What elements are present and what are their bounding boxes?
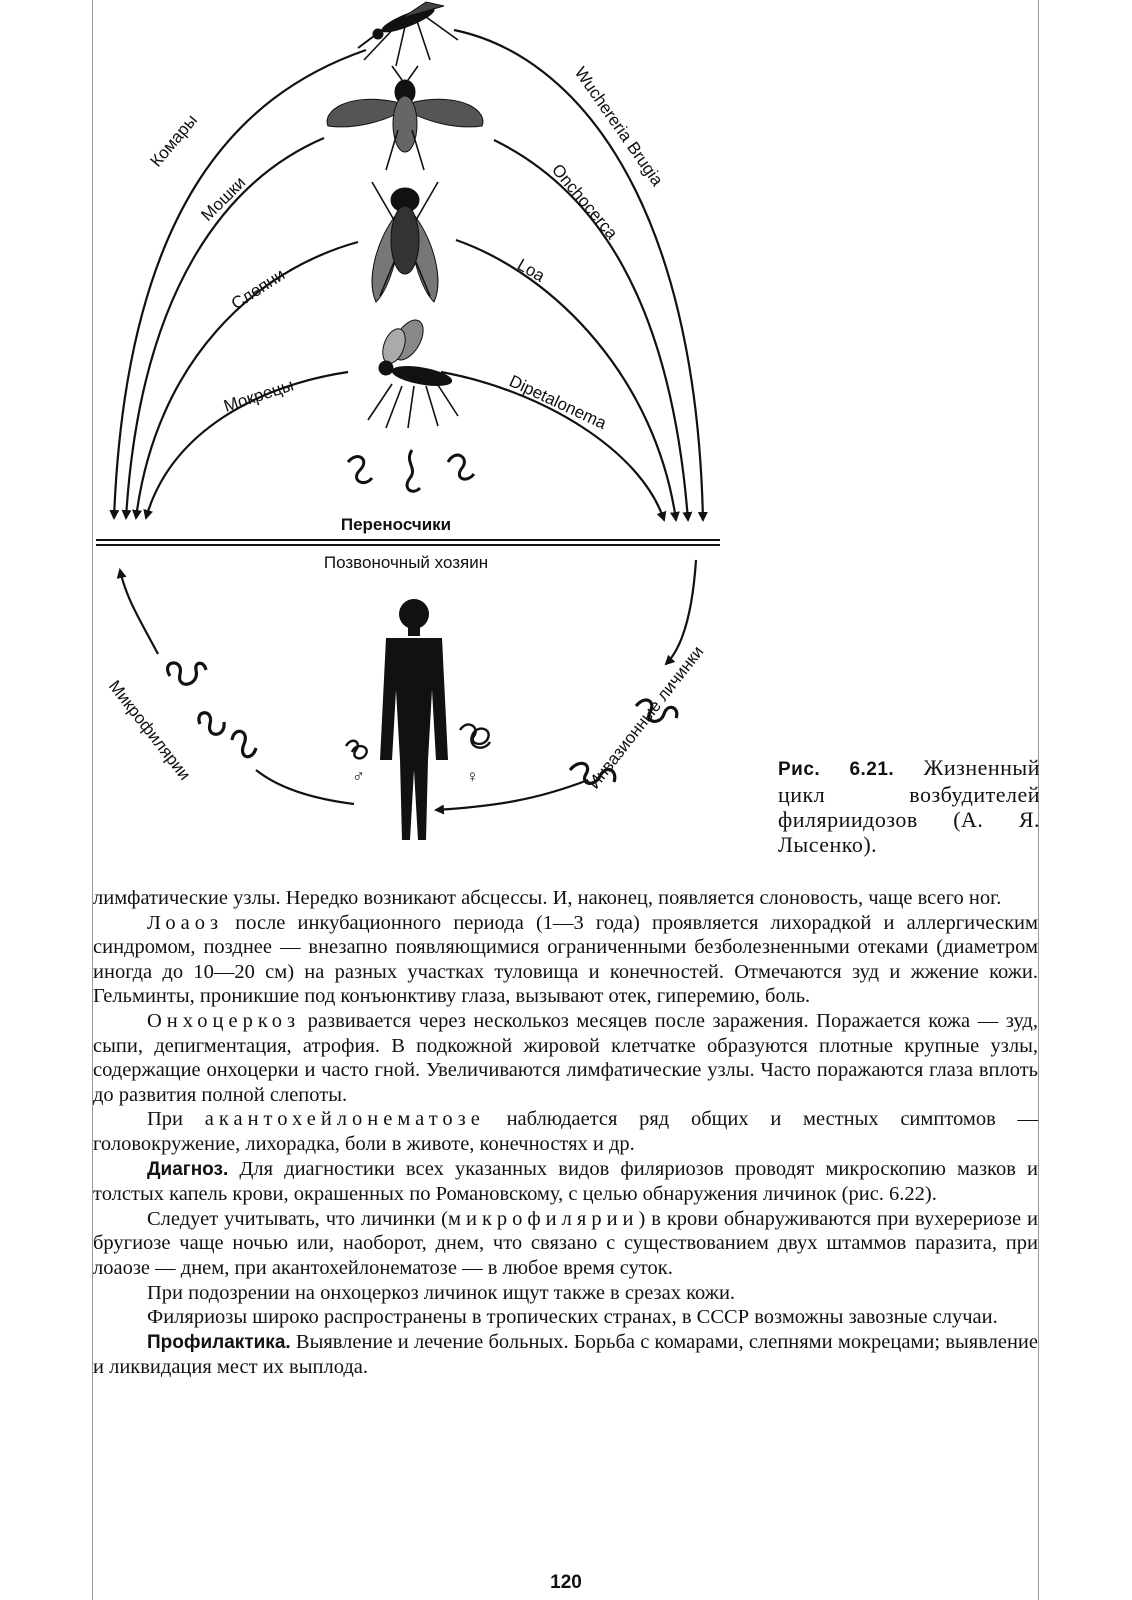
human-silhouette-icon bbox=[380, 599, 448, 840]
female-symbol: ♀ bbox=[466, 767, 479, 786]
body-text bbox=[93, 886, 1038, 1380]
paragraph-microfilariae-pre: Следует учитывать, что личинки ( bbox=[147, 1207, 448, 1230]
label-onchocerca: Onchocerca bbox=[547, 160, 622, 243]
paragraph-1: лимфатические узлы. Нередко возникают абсцессы. И, наконец, появляется слоновость, чаще всего ног. bbox=[93, 887, 1002, 909]
label-komary: Комары bbox=[146, 110, 202, 171]
term-loaoz: Лоаоз bbox=[147, 911, 224, 934]
paragraph-acanth-pre: При bbox=[147, 1108, 205, 1131]
paragraph-acanthocheilonematosis bbox=[93, 1107, 1038, 1156]
caption-number: Рис. 6.21. bbox=[778, 759, 895, 780]
arrow-to-vectors bbox=[120, 570, 158, 654]
arc-slepni bbox=[136, 242, 358, 518]
mosquito-icon bbox=[358, 2, 458, 66]
right-arrows bbox=[441, 30, 703, 520]
paragraph-onchocerciasis bbox=[93, 1009, 1038, 1107]
term-acanthocheilonematosis: акантохейлонематозе bbox=[204, 1108, 485, 1131]
blackfly-icon bbox=[327, 66, 483, 170]
heading-diagnosis: Диагноз. bbox=[147, 1158, 229, 1180]
label-invasive: Инвазионные личинки bbox=[584, 642, 708, 793]
paragraph-microfilariae bbox=[93, 1207, 1038, 1281]
male-worm-icon bbox=[346, 741, 367, 759]
label-moshki: Мошки bbox=[197, 172, 250, 225]
paragraph-skin: При подозрении на онхоцеркоз личинок ищут также в срезах кожи. bbox=[147, 1281, 736, 1304]
term-microfilariae: микрофилярии bbox=[448, 1207, 639, 1230]
female-worm-icon bbox=[460, 724, 490, 747]
figure-caption bbox=[778, 755, 1040, 857]
label-slepni: Слепни bbox=[227, 264, 289, 314]
label-microfilariae: Микрофилярии bbox=[104, 676, 195, 784]
arrow-to-host bbox=[436, 780, 588, 810]
paragraph-acanth-text: наблюдается ряд общих и местных симптомов — головокружение, лихорадка, боли в животе, конечностях и др. bbox=[93, 1108, 1038, 1155]
label-loa: Loa bbox=[514, 255, 549, 286]
arc-microfilariae bbox=[256, 770, 354, 804]
label-host: Позвоночный хозяин bbox=[323, 553, 489, 572]
larvae-icon bbox=[348, 450, 474, 491]
arc-loa bbox=[456, 240, 676, 520]
caption-text: Жизненный цикл возбудителей филяриидозов (А. Я. Лысенко). bbox=[778, 755, 1040, 857]
label-dipetalonema: Dipetalonema bbox=[506, 371, 610, 433]
life-cycle-figure bbox=[96, 0, 756, 860]
arc-wuchereria bbox=[454, 30, 703, 520]
label-vectors: Переносчики bbox=[340, 515, 452, 534]
paragraph-distribution: Филяриозы широко распространены в тропических странах, в СССР возможны завозные случаи. bbox=[147, 1306, 998, 1329]
paragraph-loaoz bbox=[93, 911, 1038, 1009]
paragraph-microfilariae-text: ) в крови обнаруживаются при вухерериозе и бругиозе чаще ночью или, наоборот, днем, что связано с существованием двух штаммов паразита, при лоаозе — днем, при акантохейлонематозе — в любое время суток. bbox=[93, 1207, 1038, 1279]
horsefly-icon bbox=[372, 182, 438, 302]
paragraph-prevention-text: Выявление и лечение больных. Борьба с комарами, слепнями мокрецами; выявление и ликвидация мест их выплода. bbox=[93, 1330, 1038, 1379]
paragraph-loaoz-text: после инкубационного периода (1—3 года) проявляется лихорадкой и аллергическим синдромом, позднее — внезапно появляющимися ограниченными безболезненными отеками (диаметром иногда до 10—20 см) на разных участках туловища и конечностей. Отмечаются зуд и жжение кожи. Гельминты, проникшие под конъюнктиву глаза, вызывают отек, гиперемию, боль. bbox=[93, 911, 1038, 1008]
male-symbol: ♂ bbox=[352, 767, 365, 786]
term-onchocerciasis: Онхоцеркоз bbox=[147, 1009, 301, 1032]
label-wuchereria: Wuchereria Brugia bbox=[570, 63, 667, 190]
paragraph-prevention bbox=[93, 1330, 1038, 1380]
heading-prevention: Профилактика. bbox=[147, 1331, 291, 1353]
page-number: 120 bbox=[550, 1572, 582, 1593]
paragraph-diagnosis bbox=[93, 1157, 1038, 1207]
paragraph-diagnosis-text: Для диагностики всех указанных видов филяриозов проводят микроскопию мазков и толстых капель крови, окрашенных по Романовскому, с целью обнаружения личинок (рис. 6.22). bbox=[93, 1157, 1038, 1206]
microfilariae-worms-icon bbox=[168, 663, 256, 757]
label-mokretsy: Мокрецы bbox=[221, 375, 296, 416]
midge-icon bbox=[368, 315, 458, 428]
paragraph-onchocerciasis-text: развивается через несколькоз месяцев после заражения. Поражается кожа — зуд, сыпи, депигментация, атрофия. В подкожной жировой клетчатке образуются плотные крупные узлы, содержащие онхоцерки и часто гной. Увеличиваются лимфатические узлы. Часто поражаются глаза вплоть до развития полной слепоты. bbox=[93, 1009, 1038, 1106]
